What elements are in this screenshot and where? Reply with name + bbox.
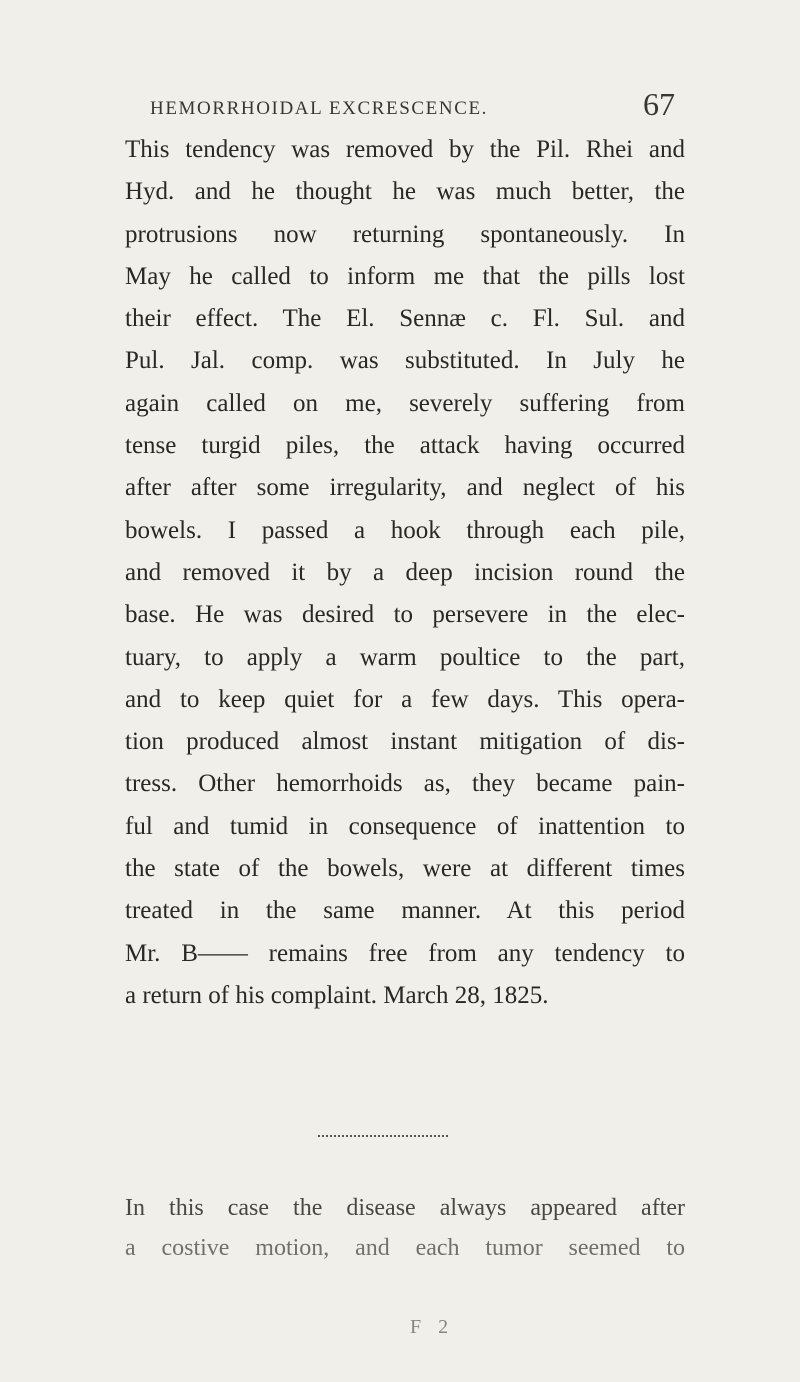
text-line: In this case the disease always appeared after [125,1195,685,1221]
text-line: tress. Other hemorrhoids as, they became pain- [125,770,685,798]
running-head: HEMORRHOIDAL EXCRESCENCE. [150,98,489,119]
text-line: again called on me, severely suffering from [125,389,685,417]
text-line: a costive motion, and each tumor seemed to [125,1235,685,1261]
text-line: protrusions now returning spontaneously. In [125,220,685,248]
text-line: This tendency was removed by the Pil. Rhei and [125,136,685,163]
text-line: after after some irregularity, and neglect of his [125,474,685,502]
text-line: a return of his complaint. March 28, 1825. [125,981,549,1009]
text-line: base. He was desired to persevere in the elec- [125,601,685,629]
text-line: tuary, to apply a warm poultice to the part, [125,643,685,671]
text-line: the state of the bowels, were at different times [125,855,685,883]
text-line: and to keep quiet for a few days. This opera- [125,685,685,713]
main-paragraph [125,129,685,1017]
text-line: their effect. The El. Sennæ c. Fl. Sul. and [125,305,685,333]
text-line: Hyd. and he thought he was much better, the [125,178,685,206]
signature-mark: F 2 [410,1316,455,1338]
text-line: Mr. B—— remains free from any tendency to [125,939,685,967]
text-line: tense turgid piles, the attack having occurred [125,432,685,460]
text-line: May he called to inform me that the pills lost [125,262,685,290]
second-paragraph [125,1188,685,1268]
text-line: treated in the same manner. At this period [125,897,685,925]
text-line: bowels. I passed a hook through each pile, [125,516,685,544]
text-line: tion produced almost instant mitigation of dis- [125,728,685,756]
section-separator [318,1135,448,1137]
text-line: and removed it by a deep incision round the [125,558,685,586]
page-number: 67 [643,86,675,122]
text-line: Pul. Jal. comp. was substituted. In July he [125,347,685,375]
text-line: ful and tumid in consequence of inattention to [125,812,685,840]
